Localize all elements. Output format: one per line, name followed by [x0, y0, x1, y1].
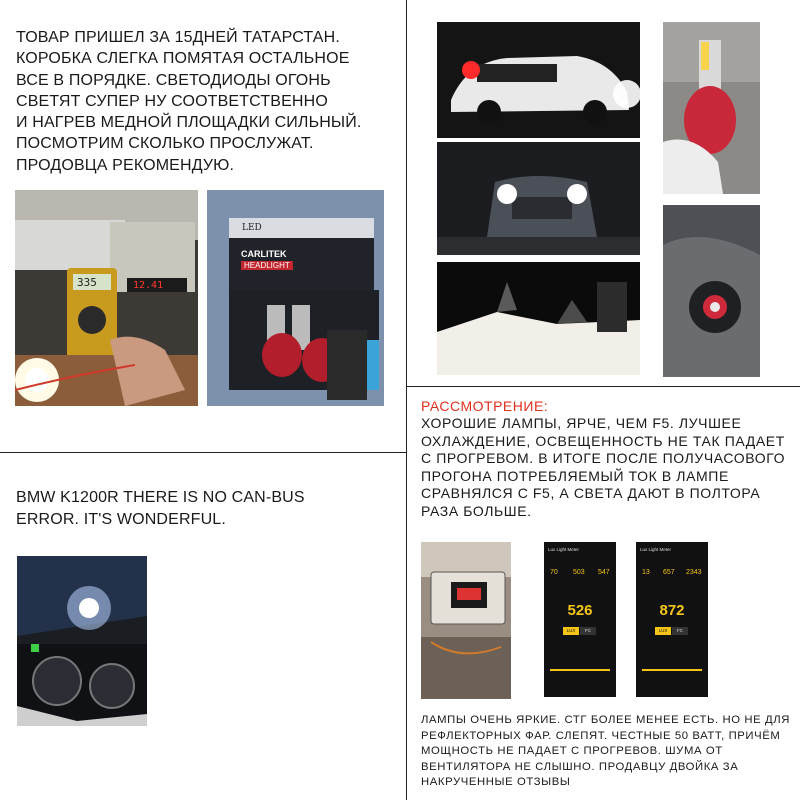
phone-2-stat-avg: 657 [663, 569, 675, 576]
phone-1-app-title: Lux Light Meter [548, 547, 580, 552]
photo-bulb-installed [663, 205, 760, 377]
phone-screen-2 [636, 542, 708, 697]
box-brand-label: CARLITEK [241, 249, 287, 259]
review1-text: ТОВАР ПРИШЕЛ ЗА 15ДНЕЙ ТАТАРСТАН. КОРОБКА СЛЕГКА ПОМЯТАЯ ОСТАЛЬНОЕ ВСЕ В ПОРЯДКЕ. СВЕТОДИОДЫ ОГОНЬ СВЕТЯТ СУПЕР НУ СООТВЕТСТВЕННО И НАГРЕВ МЕДНОЙ ПЛОЩАДКИ СИЛЬНЫЙ. ПОСМОТРИМ СКОЛЬКО ПРОСЛУЖАТ. ПРОДОВЦА РЕКОМЕНДУЮ. [16, 29, 362, 174]
psu-display: 12.41 [133, 280, 164, 291]
phone-1-stat-min: 70 [550, 569, 558, 576]
vertical-divider [406, 0, 407, 800]
phone-2-toggle-lux[interactable]: LUX [655, 627, 671, 635]
box-led-label: LED [242, 223, 262, 233]
phone-1-stat-max: 547 [598, 569, 610, 576]
phone-1-toggle-lux[interactable]: LUX [563, 627, 579, 635]
photo-bulb-in-hand [663, 22, 760, 194]
divider-left-middle [0, 452, 406, 453]
divider-right-middle [406, 386, 800, 387]
photo-power-supply [421, 542, 511, 699]
photo-car-side [437, 22, 640, 138]
phone-2-stat-max: 2343 [686, 569, 702, 576]
phone-1-slider[interactable] [550, 669, 610, 671]
phone-2-lux-value: 872 [659, 602, 685, 619]
phone-1-stat-avg: 503 [573, 569, 585, 576]
photo-multimeter-test [15, 190, 198, 406]
phone-screen-1 [544, 542, 616, 697]
review4-text: ЛАМПЫ ОЧЕНЬ ЯРКИЕ. СТГ БОЛЕЕ МЕНЕЕ ЕСТЬ. НО НЕ ДЛЯ РЕФЛЕКТОРНЫХ ФАР. СЛЕПЯТ. ЧЕСТНЫЕ 50 ВАТТ, ПРИЧЁМ МОЩНОСТЬ НЕ ПАДАЕТ С ПРОГРЕВОВ. ШУМА ОТ ВЕНТИЛЯТОРА НЕ СЛЫШНО. ПРОДАВЦУ ДВОЙКА ЗА НАКРУЧЕННЫЕ ОТЗЫВЫ [421, 714, 791, 788]
phone-2-toggle-fc[interactable]: FC [672, 627, 688, 635]
box-headlight-label: HEADLIGHT [241, 261, 293, 270]
phone-2-slider[interactable] [642, 669, 702, 671]
review3-text: ХОРОШИЕ ЛАМПЫ, ЯРЧЕ, ЧЕМ F5. ЛУЧШЕЕ ОХЛАЖДЕНИЕ, ОСВЕЩЕННОСТЬ НЕ ТАК ПАДАЕТ С ПРОГРЕВОМ. В ИТОГЕ ПОСЛЕ ПОЛУЧАСОВОГО ПРОГОНА ПОТРЕБЛЯЕМЫЙ ТОК В ЛАМПЕ СРАВНЯЛСЯ С F5, А СВЕТА ДАЮТ В ПОЛТОРА РАЗА БОЛЬШЕ. [421, 415, 786, 519]
review2-text: BMW K1200R THERE IS NO CAN-BUS ERROR. IT'S WONDERFUL. [16, 489, 305, 528]
photo-motorcycle-dash [17, 556, 147, 726]
phone-2-app-title: Lux Light Meter [640, 547, 672, 552]
photo-car-front [437, 142, 640, 255]
phone-1-lux-value: 526 [567, 602, 593, 619]
phone-2-stat-min: 13 [642, 569, 650, 576]
review3-heading: РАССМОТРЕНИЕ: [421, 398, 549, 414]
phone-1-toggle-fc[interactable]: FC [580, 627, 596, 635]
photo-snow-lit [437, 262, 640, 375]
multimeter-display: 335 [77, 276, 97, 289]
photo-led-box [207, 190, 384, 406]
